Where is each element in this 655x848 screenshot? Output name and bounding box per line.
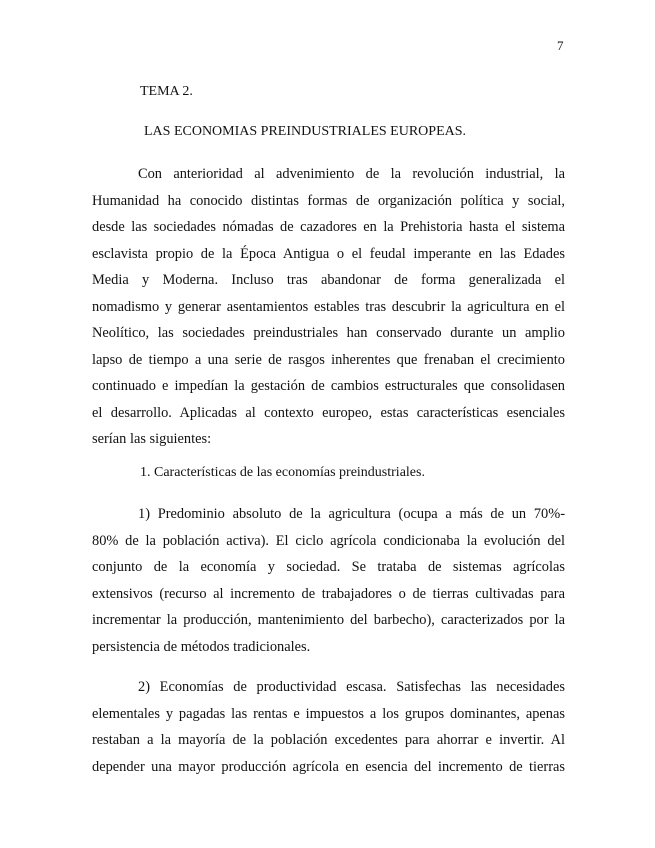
point-1-line: 1) Predominio absoluto de la agricultura (ocupa a más de un 70%- bbox=[138, 506, 565, 522]
intro-line: lapso de tiempo a una serie de rasgos inherentes que frenaban el crecimiento bbox=[92, 351, 565, 368]
intro-line: continuado e impedían la gestación de cambios estructurales que consolidasen bbox=[92, 378, 565, 394]
point-2-line: depender una mayor producción agrícola en esencia del incremento de tierras bbox=[92, 758, 565, 775]
intro-line: esclavista propio de la Época Antigua o el feudal imperante en las Edades bbox=[92, 245, 565, 262]
intro-line: serían las siguientes: bbox=[92, 431, 212, 447]
point-1-line: extensivos (recurso al incremento de trabajadores o de tierras cultivadas para bbox=[92, 585, 565, 602]
intro-line: Con anterioridad al advenimiento de la revolución industrial, la bbox=[138, 166, 565, 182]
intro-line: Humanidad ha conocido distintas formas de organización política y social, bbox=[92, 192, 565, 209]
intro-line: nomadismo y generar asentamientos estables tras descubrir la agricultura en el bbox=[92, 298, 565, 315]
chapter-title: LAS ECONOMIAS PREINDUSTRIALES EUROPEAS. bbox=[144, 124, 467, 139]
tema-label: TEMA 2. bbox=[140, 84, 193, 99]
section-heading: 1. Características de las economías preindustriales. bbox=[140, 465, 425, 480]
page-number: 7 bbox=[557, 38, 564, 53]
point-1-line: conjunto de la economía y sociedad. Se trataba de sistemas agrícolas bbox=[92, 559, 565, 575]
intro-line: Media y Moderna. Incluso tras abandonar de forma generalizada el bbox=[92, 272, 565, 288]
point-1-line: persistencia de métodos tradicionales. bbox=[92, 638, 311, 655]
point-2-line: elementales y pagadas las rentas e impuestos a los grupos dominantes, apenas bbox=[92, 705, 565, 722]
point-2-line: 2) Economías de productividad escasa. Satisfechas las necesidades bbox=[138, 679, 565, 695]
intro-line: desde las sociedades nómadas de cazadores en la Prehistoria hasta el sistema bbox=[92, 219, 565, 235]
point-2-paragraph bbox=[92, 674, 565, 780]
intro-line: Neolítico, las sociedades preindustriales han conservado durante un amplio bbox=[92, 325, 565, 341]
point-1-line: incrementar la producción, mantenimiento del barbecho), caracterizados por la bbox=[92, 612, 565, 628]
point-1-paragraph bbox=[92, 501, 565, 660]
point-2-line: restaban a la mayoría de la población excedentes para ahorrar e invertir. Al bbox=[92, 732, 565, 748]
intro-line: el desarrollo. Aplicadas al contexto europeo, estas características esenciales bbox=[92, 404, 565, 421]
point-1-line: 80% de la población activa). El ciclo agrícola condicionaba la evolución del bbox=[92, 532, 565, 549]
intro-paragraph bbox=[92, 161, 565, 453]
